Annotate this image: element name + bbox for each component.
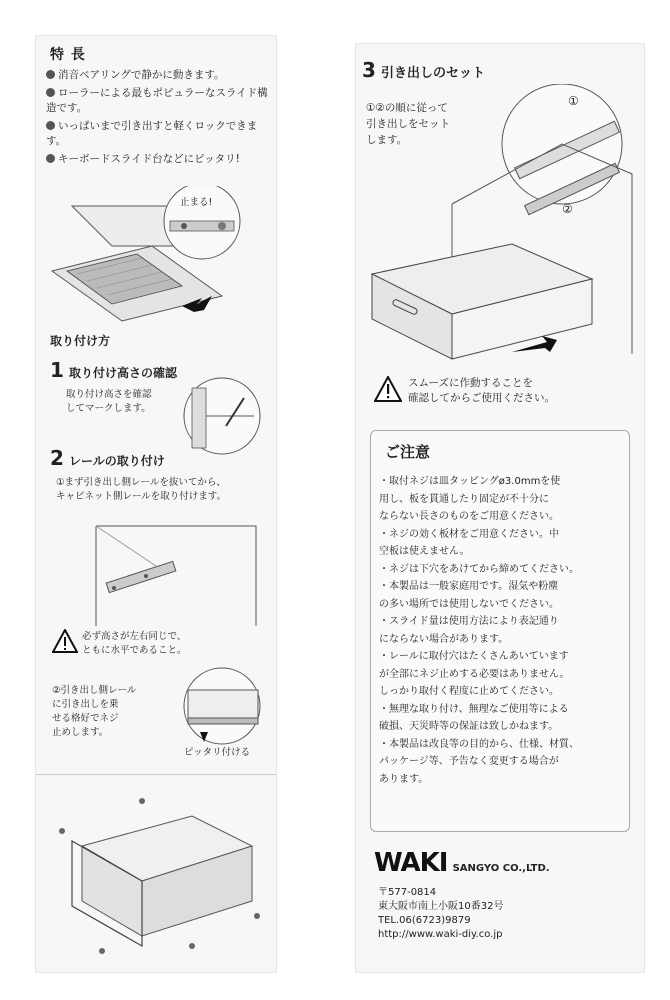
- notice-line: パッケージ等、予告なく変更する場合が: [379, 756, 559, 767]
- feature-item: ローラーによる最もポピュラーなスライド構造です。: [46, 87, 268, 114]
- step1-header: [50, 358, 177, 382]
- feature-item: いっぱいまで引き出すと軽くロックできます。: [46, 120, 258, 147]
- notice-line: ・取付ネジは皿タッピングø3.0mmを使: [379, 476, 561, 487]
- notice-line: ならない長さのものをご用意ください。: [379, 511, 559, 522]
- bullet-icon: [46, 154, 55, 163]
- notice-line: ・ネジは下穴をあけてから締めてください。: [379, 563, 579, 575]
- step2b-text: ②引き出し側レール に引き出しを乗 せる格好でネジ 止めします。: [52, 685, 137, 738]
- street-address: 東大阪市南上小阪10番32号: [378, 901, 504, 912]
- logo-main: WAKI: [374, 848, 448, 878]
- company-logo: [374, 848, 550, 878]
- notice-list: [379, 473, 625, 788]
- company-address: [378, 886, 503, 942]
- fit-label: ピッタリ付ける: [184, 747, 251, 758]
- notice-line: ・無理な取り付け、無理なご使用等による: [379, 703, 569, 715]
- keyboard-tray-illustration: [42, 186, 272, 336]
- logo-sub: SANGYO CO.,LTD.: [452, 863, 550, 874]
- notice-line: ・本製品は一般家庭用です。湿気や粉塵: [379, 581, 559, 592]
- step1-number: 1: [50, 358, 64, 382]
- step2-title: レールの取り付け: [69, 454, 165, 468]
- drawer-set-illustration: [362, 84, 640, 364]
- smooth-warning-text: スムーズに作動することを 確認してからご使用ください。: [408, 377, 555, 404]
- step2-header: [50, 446, 165, 470]
- stop-label: 止まる!: [180, 197, 213, 208]
- feature-item: キーボードスライド台などにピッタリ!: [46, 152, 271, 167]
- notice-line: 空板は使えません。: [379, 546, 470, 557]
- notice-line: 破損、天災時等の保証は致しかねます。: [379, 721, 559, 732]
- step1-text: 取り付け高さを確認 してマークします。: [66, 389, 152, 414]
- notice-line: あります。: [379, 773, 429, 785]
- notice-line: が全部にネジ止めする必要はありません。: [379, 668, 570, 680]
- phone: TEL.06(6723)9879: [378, 915, 471, 926]
- features-title: 特 長: [50, 47, 86, 63]
- notice-line: にならない場合があります。: [379, 633, 509, 645]
- drawer-assembly-illustration: [42, 786, 270, 966]
- right-panel: [356, 44, 644, 972]
- step1-title: 取り付け高さの確認: [69, 366, 178, 380]
- marker-1: ①: [568, 94, 579, 108]
- install-title: 取り付け方: [50, 334, 111, 348]
- step3-title: 引き出しのセット: [381, 66, 486, 81]
- cabinet-rail-illustration: [86, 516, 266, 636]
- features-list: [46, 68, 271, 167]
- warning-icon: [374, 376, 402, 402]
- fold-line: [36, 774, 276, 775]
- notice-line: ・スライド量は使用方法により表記通り: [379, 616, 559, 627]
- notice-line: 用し、板を貫通したり固定が不十分に: [379, 493, 549, 505]
- feature-item: 消音ベアリングで静かに動きます。: [46, 68, 271, 83]
- notice-line: の多い場所では使用しないでください。: [379, 598, 559, 610]
- notice-box: [370, 430, 630, 832]
- height-mark-illustration: [174, 376, 270, 456]
- step2-text: ①まず引き出し側レールを抜いてから、 キャビネット側レールを取り付けます。: [56, 477, 227, 502]
- postal-code: 〒577-0814: [378, 887, 437, 898]
- bullet-icon: [46, 88, 55, 97]
- notice-line: ・ネジの効く板材をご用意ください。中: [379, 528, 559, 540]
- marker-2: ②: [562, 202, 573, 216]
- step3-header: [362, 58, 485, 82]
- warning-icon: [52, 629, 78, 653]
- drawer-rail-illustration: [174, 666, 270, 746]
- notice-title: ご注意: [385, 443, 431, 461]
- notice-line: ・本製品は改良等の目的から、仕様、材質、: [379, 738, 579, 750]
- step2-number: 2: [50, 446, 64, 470]
- step3-number: 3: [362, 58, 376, 82]
- notice-line: しっかり取付く程度に止めてください。: [379, 686, 559, 697]
- website: http://www.waki-diy.co.jp: [378, 929, 503, 940]
- bullet-icon: [46, 70, 55, 79]
- bullet-icon: [46, 121, 55, 130]
- step3-text: ①②の順に従って 引き出しをセット します。: [366, 102, 450, 146]
- left-panel: [36, 36, 276, 972]
- notice-line: ・レールに取付穴はたくさんあいています: [379, 651, 569, 662]
- height-warning-text: 必ず高さが左右同じで、 ともに水平であること。: [82, 631, 187, 656]
